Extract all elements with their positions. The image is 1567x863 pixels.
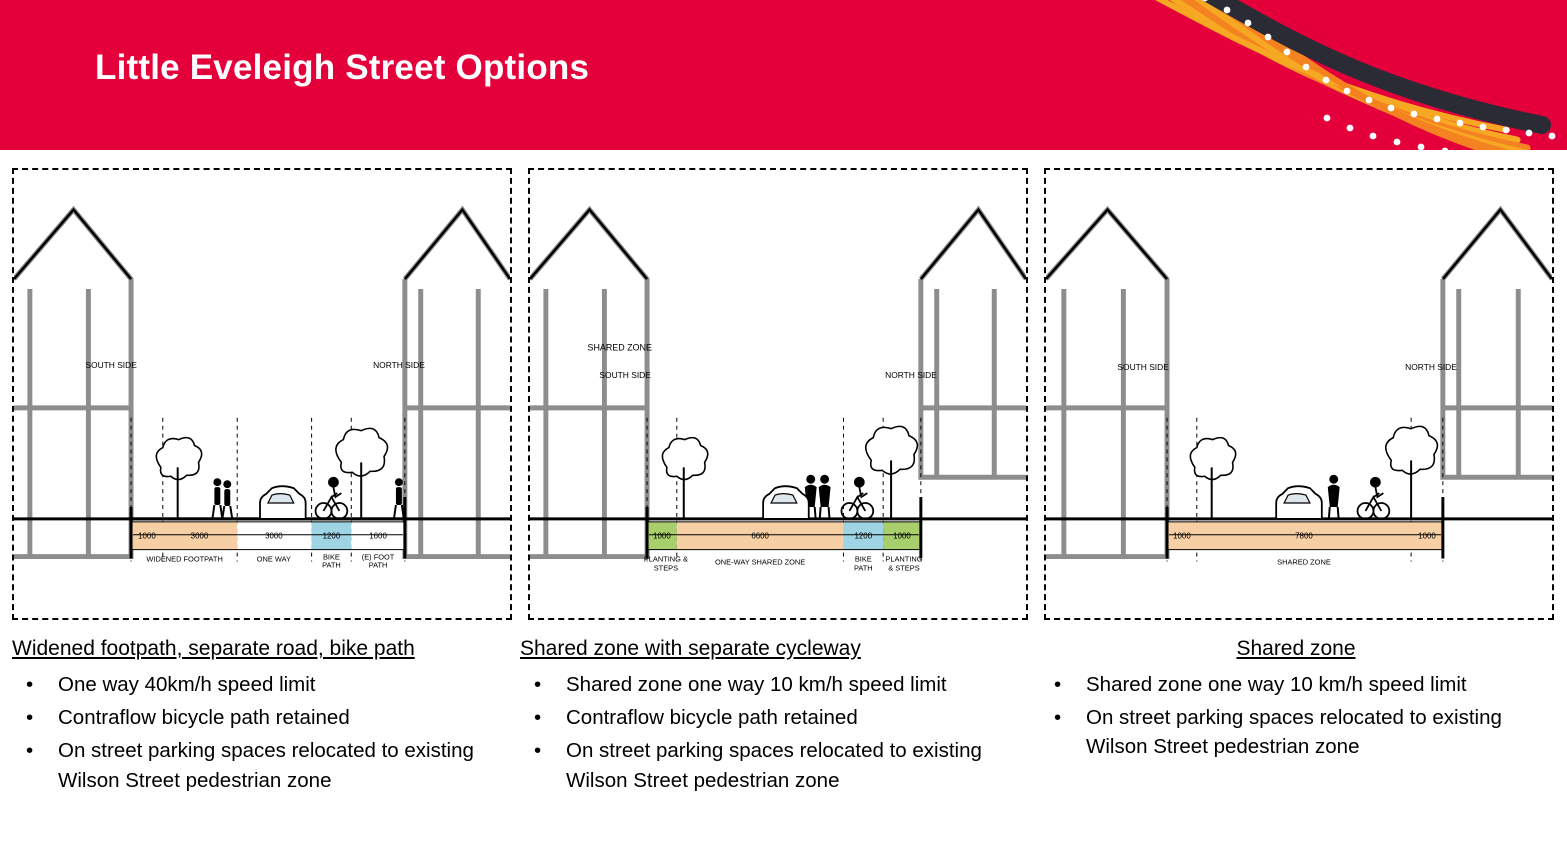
dimension-value: 1200 bbox=[322, 531, 341, 541]
zone-label: ONE-WAY SHARED ZONE bbox=[715, 557, 806, 567]
list-item-text: Shared zone one way 10 km/h speed limit bbox=[1086, 673, 1467, 697]
option-2-title: Shared zone with separate cycleway bbox=[520, 637, 861, 660]
option-2-caption bbox=[520, 636, 1025, 799]
list-item-text: On street parking spaces relocated to existing Wilson Street pedestrian zone bbox=[58, 739, 474, 792]
dimension-value: 3000 bbox=[190, 531, 209, 541]
bullet-marker: • bbox=[534, 673, 542, 697]
dimension-value: 6600 bbox=[751, 531, 769, 541]
option-1-title: Widened footpath, separate road, bike path bbox=[12, 637, 415, 660]
bullet-marker: • bbox=[26, 739, 34, 763]
list-item-text: Contraflow bicycle path retained bbox=[58, 706, 350, 730]
label-north-side: NORTH SIDE bbox=[373, 360, 425, 371]
option-1-bullet-list bbox=[12, 670, 517, 794]
label-north-side: NORTH SIDE bbox=[1405, 362, 1457, 373]
zone-label: STEPS bbox=[653, 563, 679, 573]
list-item bbox=[520, 703, 1025, 732]
zone-label: SHARED ZONE bbox=[1277, 557, 1331, 567]
list-item bbox=[12, 670, 517, 699]
list-item bbox=[1040, 670, 1552, 699]
option-3-diagram bbox=[1044, 168, 1554, 620]
zone-label: BIKE bbox=[854, 554, 872, 564]
option-2-bullet-list bbox=[520, 670, 1025, 794]
bullet-marker: • bbox=[26, 673, 34, 697]
zone-label: WIDENED FOOTPATH bbox=[146, 554, 223, 564]
option-2-diagram bbox=[528, 168, 1028, 620]
zone-label: PLANTING & bbox=[643, 554, 688, 564]
option-captions-row bbox=[0, 636, 1567, 863]
label-south-side: SOUTH SIDE bbox=[1117, 362, 1169, 373]
bullet-marker: • bbox=[1054, 673, 1062, 697]
cross-section-diagram-row bbox=[0, 168, 1567, 623]
zone-label: BIKE bbox=[322, 552, 340, 562]
list-item bbox=[12, 736, 517, 794]
label-south-side: SOUTH SIDE bbox=[85, 360, 137, 371]
page-title: Little Eveleigh Street Options bbox=[95, 48, 590, 87]
zone-label: PATH bbox=[853, 563, 873, 573]
zone-label: PLANTING bbox=[885, 554, 923, 564]
dimension-value: 1000 bbox=[653, 531, 671, 541]
dimension-value: 1600 bbox=[369, 531, 387, 541]
list-item-text: One way 40km/h speed limit bbox=[58, 673, 316, 697]
zone-label: (E) FOOT bbox=[361, 552, 395, 562]
zone-label: ONE WAY bbox=[256, 554, 292, 564]
dimension-value: 1000 bbox=[1173, 531, 1191, 541]
dimension-value: 1000 bbox=[138, 531, 156, 541]
list-item bbox=[12, 703, 517, 732]
label-south-side: SOUTH SIDE bbox=[599, 370, 651, 381]
dimension-value: 7800 bbox=[1295, 531, 1313, 541]
bullet-marker: • bbox=[26, 706, 34, 730]
label-north-side: NORTH SIDE bbox=[885, 370, 937, 381]
page-header bbox=[0, 0, 1567, 150]
list-item bbox=[520, 736, 1025, 794]
option-3-title: Shared zone bbox=[1236, 637, 1356, 660]
list-item bbox=[520, 670, 1025, 699]
bullet-marker: • bbox=[534, 739, 542, 763]
dimension-value: 1200 bbox=[854, 531, 873, 541]
list-item bbox=[1040, 703, 1552, 761]
dimension-value: 1000 bbox=[1418, 531, 1436, 541]
list-item-text: On street parking spaces relocated to existing Wilson Street pedestrian zone bbox=[1086, 706, 1502, 759]
zone-label: PATH bbox=[368, 560, 388, 570]
option-1-caption bbox=[12, 636, 517, 799]
option-3-caption bbox=[1040, 636, 1552, 766]
option-3-bullet-list bbox=[1040, 670, 1552, 761]
zone-label: PATH bbox=[322, 560, 341, 570]
decorative-swoosh-graphic bbox=[1087, 0, 1567, 150]
dimension-value: 1000 bbox=[893, 531, 911, 541]
label-shared-zone: SHARED ZONE bbox=[587, 342, 652, 353]
list-item-text: Contraflow bicycle path retained bbox=[566, 706, 858, 730]
list-item-text: Shared zone one way 10 km/h speed limit bbox=[566, 673, 947, 697]
bullet-marker: • bbox=[534, 706, 542, 730]
zone-label: & STEPS bbox=[888, 563, 920, 573]
bullet-marker: • bbox=[1054, 706, 1062, 730]
list-item-text: On street parking spaces relocated to existing Wilson Street pedestrian zone bbox=[566, 739, 982, 792]
dimension-value: 3000 bbox=[265, 531, 283, 541]
option-1-diagram bbox=[12, 168, 512, 620]
